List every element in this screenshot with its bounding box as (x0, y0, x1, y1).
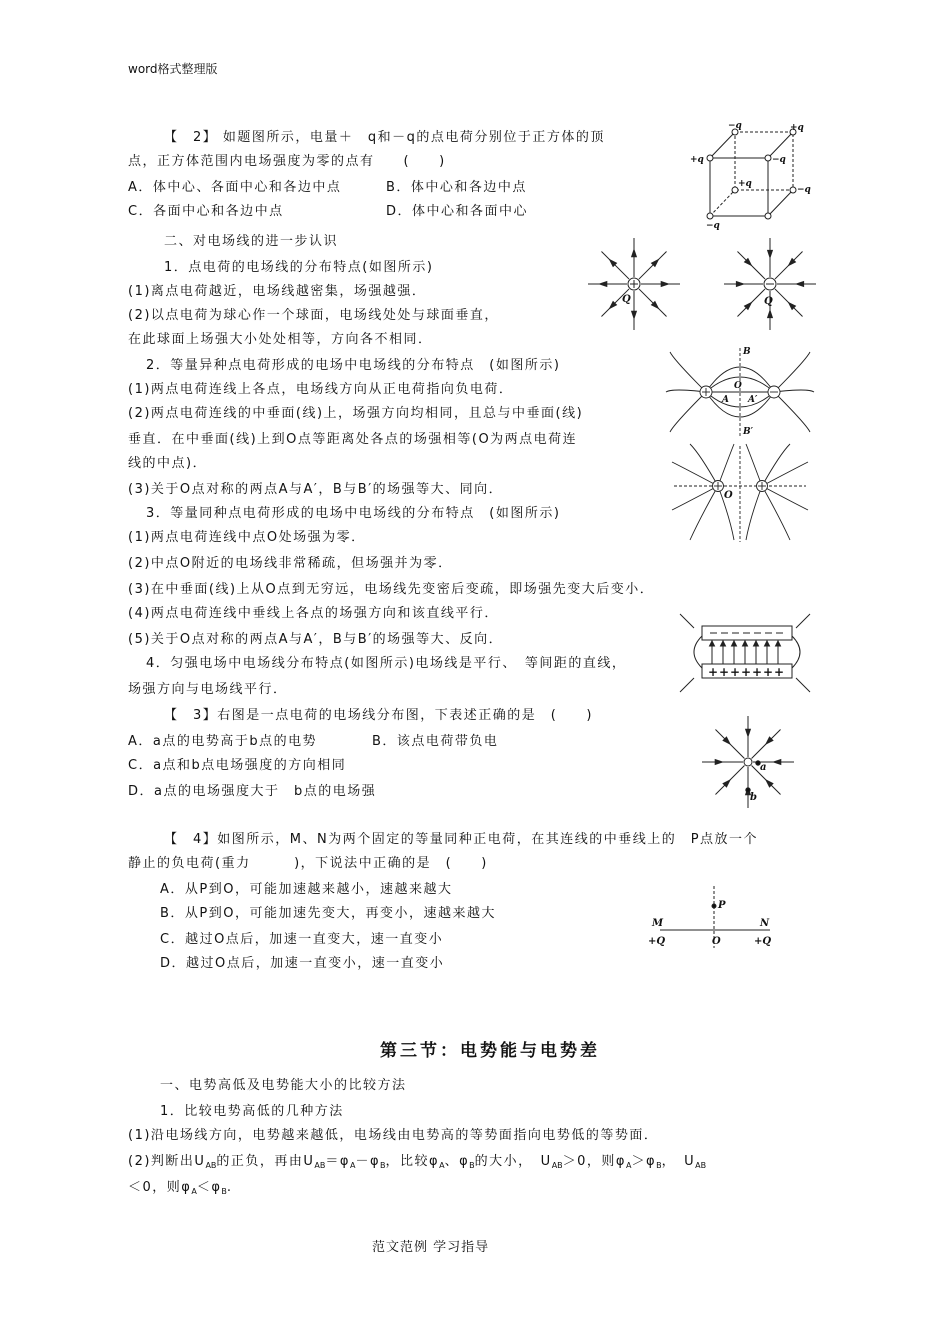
section3-p1a: (1)沿电场线方向，电势越来越低，电场线由电势高的等势面指向电势低的等势面． (128, 1128, 659, 1143)
positive-charge-field (594, 236, 674, 346)
section3-p1b: (2)判断出$U_{AB}$的正负，再由$U_{AB}=\varphi_A-\varphi_B$，比较$\varphi_A$、$\varphi_B$的大小， $U_{AB}>0$，则$\varphi_A>\varphi_B$， $U_{AB}$ (128, 1154, 707, 1170)
point-label: N (760, 918, 770, 929)
section2-p2a: (1)两点电荷连线上各点，电场线方向从正电荷指向负电荷． (128, 382, 514, 397)
field-arrow (710, 641, 715, 646)
field-arrow (632, 250, 637, 257)
ex4-question-line1: 【 4】如图所示，M、N为两个固定的等量同种正电荷，在其连线的中垂线上的 P点放一个 (164, 832, 759, 847)
ex3-option-c: C．a点和b点电场强度的方向相同 (128, 758, 347, 773)
field-arrow (776, 641, 781, 646)
section2-p3e: (5)关于O点对称的两点A与A′，B与B′的场强等大、反向． (128, 632, 504, 647)
charge-label: Q (622, 294, 631, 305)
field-arrow (746, 729, 751, 736)
section2-p1a: (1)离点电荷越近，电场线越密集，场强越强． (128, 284, 427, 299)
point-charge-icon (744, 758, 752, 766)
point-label: O (712, 936, 721, 947)
cube-charge-label: +q (690, 155, 704, 165)
point-label: A′ (748, 395, 758, 405)
cube-charge-label: +q (790, 123, 804, 133)
section3-title: 第三节：电势能与电势差 (380, 1041, 600, 1061)
charge-label: Q (764, 296, 773, 307)
point-label: A (722, 395, 729, 405)
field-line (601, 251, 629, 279)
section2-p2b1: (2)两点电荷连线的中垂面(线)上，场强方向均相同，且总与中垂面(线) (128, 406, 584, 421)
charge-label: +Q (648, 936, 666, 947)
field-arrow (765, 641, 770, 646)
ex2-option-d: D．体中心和各面中心 (386, 204, 529, 219)
point-label: M (652, 918, 664, 929)
field-arrow (632, 311, 637, 318)
field-arrow (661, 282, 668, 287)
section2-p2: 2．等量异种点电荷形成的电场中电场线的分布特点 (如图所示) (146, 358, 561, 373)
cube-charge-label: +q (738, 179, 752, 189)
ex4-option-c: C．越过O点后，加速一直变大，速一直变小 (160, 932, 444, 947)
ex3-option-a: A．a点的电势高于b点的电势 (128, 734, 318, 749)
cube-figure (690, 120, 820, 230)
section2-p3d: (4)两点电荷连线中垂线上各点的场强方向和该直线平行． (128, 606, 499, 621)
ex3-field-figure (700, 708, 800, 808)
plate-plus-sign: + (763, 665, 774, 679)
section2-p1b: (2)以点电荷为球心作一个球面，电场线处处与球面垂直， (128, 308, 499, 323)
ex4-question-line2: 静止的负电荷(重力 )，下说法中正确的是 ( ) (128, 856, 488, 871)
field-arrow (796, 282, 803, 287)
field-arrow (754, 641, 759, 646)
field-arrow (736, 282, 743, 287)
uniform-field-figure (680, 606, 810, 696)
cube-charge-label: −q (728, 121, 742, 131)
ex4-charges-figure (646, 884, 786, 954)
field-arrow (732, 641, 737, 646)
point-label: a (760, 762, 767, 773)
plate-plus-sign: + (774, 665, 785, 679)
field-arrow (768, 310, 773, 317)
page-footer: 范文范例 学习指导 (372, 1240, 490, 1255)
ex2-option-b: B．体中心和各边中点 (386, 180, 527, 195)
ex4-option-b: B．从P到O，可能加速先变大，再变小，速越来越大 (160, 906, 496, 921)
ex3-question: 【 3】右图是一点电荷的电场线分布图，下表述正确的是 ( ) (164, 708, 593, 723)
plate-plus-sign: + (719, 665, 730, 679)
section2-p3a: (1)两点电荷连线中点O处场强为零． (128, 530, 366, 545)
section2-p3b: (2)中点O附近的电场线非常稀疏，但场强并为零． (128, 556, 453, 571)
ex3-option-b: B．该点电荷带负电 (372, 734, 499, 749)
field-arrow (600, 282, 607, 287)
ex2-question-line2: 点，正方体范围内电场强度为零的点有 ( ) (128, 154, 446, 169)
field-arrow (774, 760, 781, 765)
point-label: b (750, 792, 757, 803)
ex4-option-a: A．从P到O，可能加速越来越小，速越来越大 (160, 882, 453, 897)
section3-p1: 1．比较电势高低的几种方法 (160, 1104, 344, 1119)
point-label: B (743, 347, 751, 357)
section2-p2b2: 垂直．在中垂面(线)上到O点等距离处各点的场强相等(O为两点电荷连 (128, 432, 578, 447)
point-label: B′ (743, 427, 753, 437)
section3-heading: 一、电势高低及电势能大小的比较方法 (160, 1078, 407, 1093)
negative-charge-field (730, 236, 810, 346)
point-label: P (718, 900, 726, 911)
plate-plus-sign: + (741, 665, 752, 679)
cube-charge-label: −q (797, 185, 811, 195)
ex2-option-c: C．各面中心和各边中点 (128, 204, 284, 219)
section2-heading: 二、对电场线的进一步认识 (164, 234, 339, 249)
point-label: O (724, 490, 733, 501)
section2-p4b: 场强方向与电场线平行． (128, 682, 288, 697)
section2-p2c: (3)关于O点对称的两点A与A′，B与B′的场强等大、同向． (128, 482, 504, 497)
section2-p4a: 4．匀强电场中电场线分布特点(如图所示)电场线是平行、 等间距的直线， (146, 656, 627, 671)
plate-plus-sign: + (708, 665, 719, 679)
section2-p3c: (3)在中垂面(线)上从O点到无穷远，电场线先变密后变疏，即场强先变大后变小． (128, 582, 655, 597)
field-arrow (743, 641, 748, 646)
plate-plus-sign: + (730, 665, 741, 679)
section2-p3: 3．等量同种点电荷形成的电场中电场线的分布特点 (如图所示) (146, 506, 561, 521)
section2-p1c: 在此球面上场强大小处处相等，方向各不相同． (128, 332, 433, 347)
plate-plus-sign: + (752, 665, 763, 679)
section3-p1c: ＜0，则$\varphi_A<\varphi_B$. (128, 1180, 233, 1196)
cube-charge-label: −q (772, 155, 786, 165)
section2-p1: 1．点电荷的电场线的分布特点(如图所示) (164, 260, 434, 275)
point-label: O (734, 381, 742, 391)
dipole-same-field (670, 444, 810, 544)
field-arrow (715, 760, 722, 765)
ex2-question-line1: 【 2】 如题图所示，电量＋ q和－q的点电荷分别位于正方体的顶 (164, 130, 605, 145)
point-p-marker (712, 904, 716, 908)
field-line (639, 289, 667, 317)
page-header: word格式整理版 (128, 62, 218, 76)
field-line (639, 251, 667, 279)
ex2-option-a: A．体中心、各面中心和各边中点 (128, 180, 342, 195)
ex4-option-d: D．越过O点后，加速一直变小，速一直变小 (160, 956, 445, 971)
field-arrow (768, 250, 773, 257)
dipole-opposite-field (670, 342, 810, 442)
field-arrow (721, 641, 726, 646)
charge-label: +Q (754, 936, 772, 947)
section2-p2b3: 线的中点)． (128, 456, 208, 471)
ex3-option-d: D．a点的电场强度大于 b点的电场强 (128, 784, 377, 799)
cube-charge-label: −q (706, 221, 720, 231)
